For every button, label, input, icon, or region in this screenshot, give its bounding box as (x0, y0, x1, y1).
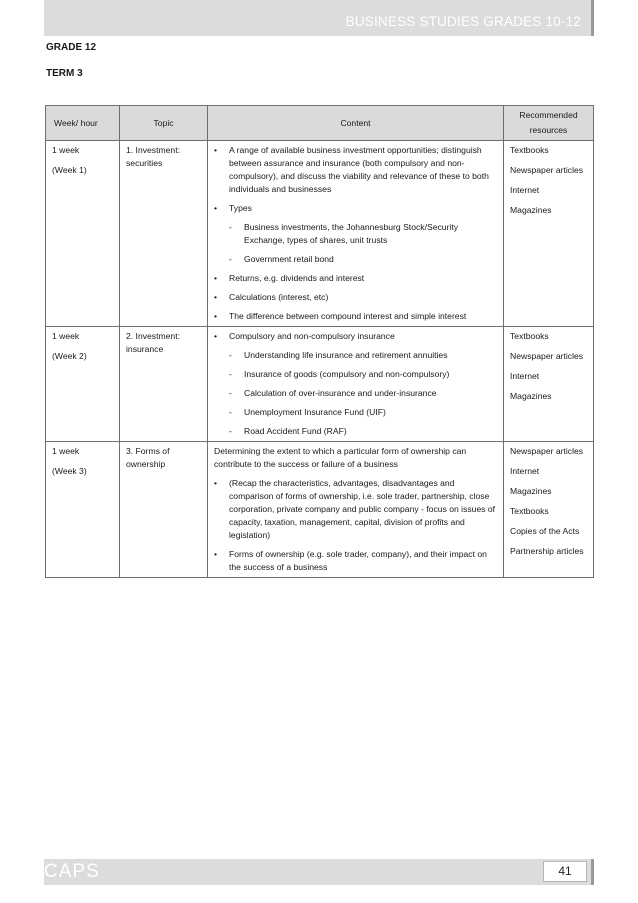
resources-cell (504, 141, 594, 327)
term-plan-table (45, 105, 594, 578)
week-number: (Week 3) (52, 466, 87, 476)
resource-item: Magazines (510, 391, 552, 401)
content-cell (208, 141, 504, 327)
week-cell (46, 327, 120, 442)
header-resources-line2: resources (529, 125, 568, 135)
topic-cell: 3. Forms of ownership (120, 442, 208, 578)
header-topic: Topic (120, 106, 208, 141)
header-resources (504, 106, 594, 141)
resource-item: Magazines (510, 486, 552, 496)
content-subitem: - Calculation of over-insurance and under-insurance (214, 387, 498, 400)
header-title: BUSINESS STUDIES GRADES 10-12 (345, 14, 581, 29)
resource-item: Newspaper articles (510, 351, 584, 361)
resources-cell (504, 442, 594, 578)
table-row (46, 141, 594, 327)
resource-item: Internet (510, 466, 540, 476)
header-week-hour: Week/ hour (46, 106, 120, 141)
resource-item: Textbooks (510, 506, 549, 516)
topic-cell: 1. Investment: securities (120, 141, 208, 327)
content-bullet: • A range of available business investment opportunities; distinguish between assurance and insurance (both compulsory and non-compulsory), and discuss the viability and relevance of these to both individuals and businesses (214, 144, 498, 196)
week-cell (46, 141, 120, 327)
week-hours: 1 week (52, 331, 80, 341)
topic-cell: 2. Investment: insurance (120, 327, 208, 442)
content-bullet: • The difference between compound interest and simple interest (214, 310, 498, 323)
resource-item: Internet (510, 371, 540, 381)
page-number: 41 (543, 861, 587, 882)
resource-item: Textbooks (510, 331, 549, 341)
week-number: (Week 2) (52, 351, 87, 361)
resource-item: Magazines (510, 205, 552, 215)
content-subitem: - Insurance of goods (compulsory and non-compulsory) (214, 368, 498, 381)
resource-item: Internet (510, 185, 540, 195)
resource-item: Newspaper articles (510, 446, 584, 456)
table-row (46, 327, 594, 442)
resource-item: Copies of the Acts (510, 526, 580, 536)
content-cell (208, 327, 504, 442)
content-subitem: - Road Accident Fund (RAF) (214, 425, 498, 438)
footer-label: CAPS (44, 861, 100, 882)
table-header-row (46, 106, 594, 141)
content-subitem: - Government retail bond (214, 253, 498, 266)
content-bullet: • Compulsory and non-compulsory insurance (214, 330, 498, 343)
content-subitem: - Understanding life insurance and retirement annuities (214, 349, 498, 362)
content-bullet: • Types (214, 202, 498, 215)
content-bullet: • (Recap the characteristics, advantages, disadvantages and comparison of forms of ownership, i.e. sole trader, partnership, close corporation, private company and public company - focus on issues of capacity, taxation, management, capital, division of profits and legislation) (214, 477, 498, 542)
resources-cell (504, 327, 594, 442)
footer-band (44, 859, 594, 885)
resource-item: Partnership articles (510, 546, 584, 556)
content-subitem: - Business investments, the Johannesburg Stock/Security Exchange, types of shares, unit trusts (214, 221, 498, 247)
resource-item: Newspaper articles (510, 165, 584, 175)
resource-item: Textbooks (510, 145, 549, 155)
content-cell (208, 442, 504, 578)
content-intro: Determining the extent to which a particular form of ownership can contribute to the success or failure of a business (214, 446, 467, 469)
content-bullet: • Forms of ownership (e.g. sole trader, company), and their impact on the success of a business (214, 548, 498, 574)
week-number: (Week 1) (52, 165, 87, 175)
week-cell (46, 442, 120, 578)
header-band (44, 0, 594, 36)
content-bullet: • Returns, e.g. dividends and interest (214, 272, 498, 285)
content-subitem: - Unemployment Insurance Fund (UIF) (214, 406, 498, 419)
content-bullet: • Calculations (interest, etc) (214, 291, 498, 304)
header-resources-line1: Recommended (519, 110, 578, 120)
table-row (46, 442, 594, 578)
week-hours: 1 week (52, 145, 80, 155)
term-heading: TERM 3 (46, 68, 83, 79)
week-hours: 1 week (52, 446, 80, 456)
grade-heading: GRADE 12 (46, 42, 97, 53)
header-content: Content (208, 106, 504, 141)
